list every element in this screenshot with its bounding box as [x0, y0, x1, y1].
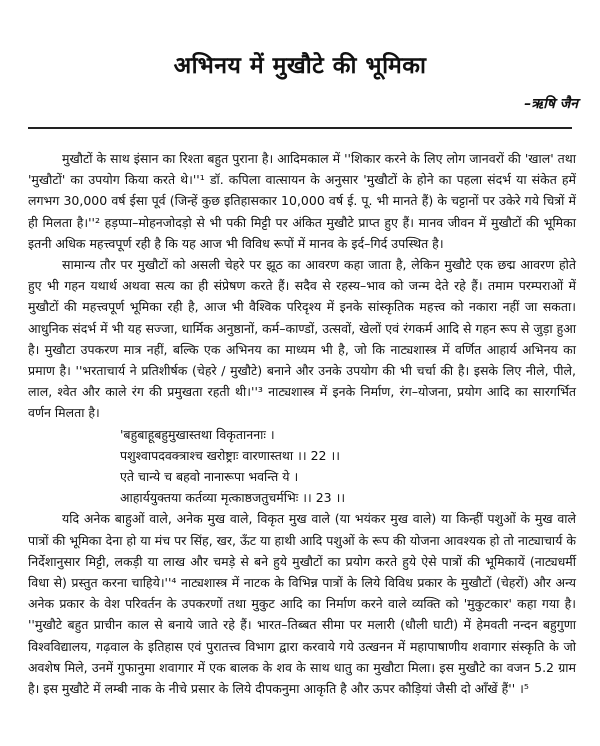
verse-line: पशुश्वापदवक्त्राश्च खरोष्ट्राः वारणास्तथा ।। 22 ।।: [120, 447, 340, 463]
title-divider: [28, 127, 572, 129]
paragraph-masks-role: सामान्य तौर पर मुखौटों को असली चेहरे पर झूठ का आवरण कहा जाता है, लेकिन मुखौटे एक छद्म आवरण होते हुए भी गहन यथार्थ अथवा सत्य का ही संप्रेषण करते हैं। सदैव से रहस्य–भाव को जन्म देते रहे हैं। तमाम परम्पराओं में मुखौटों की महत्त्वपूर्ण भूमिका रही है, आज भी वैश्विक परिदृश्य में इनके सांस्कृतिक महत्त्व को नकारा नहीं जा सकता। आधुनिक संदर्भ में भी यह सज्जा, धार्मिक अनुष्ठानों, कर्म–काण्डों, उत्सवों, खेलों एवं रंगकर्म आदि से गहन रूप से जुड़ा हुआ है। मुखौटा उपकरण मात्र नहीं, बल्कि एक अभिनय का माध्यम भी है, जो कि नाट्यशास्त्र में वर्णित आहार्य अभिनय का प्रमाण है। ''भरताचार्य ने प्रतिशीर्षक (चेहरे / मुखौटे) बनाने और उनके उपयोग की भी चर्चा की है। इसके लिए नीले, पीले, लाल, श्वेत और काले रंग की प्रमुखता रहती थी।''³ नाट्यशास्त्र में इनके निर्माण, रंग–योजना, प्रयोग आदि का सारगर्भित वर्णन मिलता है।: [28, 257, 576, 421]
sanskrit-verses: [28, 424, 576, 509]
paragraph-natyashastra: यदि अनेक बाहुओं वाले, अनेक मुख वाले, विकृत मुख वाले (या भयंकर मुख वाले) या किन्हीं पशुओं के मुख वाले पात्रों की भूमिका देना हो या मंच पर सिंह, खर, ऊँट या हाथी आदि पशुओं के रूप की योजना आवश्यक हो तो नाट्याचार्य के निर्देशानुसार मिट्टी, लकड़ी या लाख और चमड़े से बने हुये मुखौटों का प्रयोग करते हुये ऐसे पात्रों की भूमिकायें (नाट्यधर्मी विधा से) प्रस्तुत करना चाहिये।''⁴ नाट्यशास्त्र में नाटक के विभिन्न पात्रों के लिये विविध प्रकार के मुखौटों (चेहरों) और अन्य अनेक प्रकार के वेश परिवर्तन के उपकरणों तथा मुकुट आदि का निर्माण करने वाले व्यक्ति को 'मुकुटकार' कहा गया है। ''मुखौटे बहुत प्राचीन काल से बनाये जाते रहे हैं। भारत–तिब्बत सीमा पर मलारी (धौली घाटी) में हेमवती नन्दन बहुगुणा विश्वविद्यालय, गढ़वाल के इतिहास एवं पुरातत्त्व विभाग द्वारा करवाये गये उत्खनन में महापाषाणीय शवागार संस्कृति के जो अवशेष मिले, उनमें गुफानुमा शवागार में एक बालक के शव के साथ धातु का मुखौटा मिला। इस मुखौटे का वजन 5.2 ग्राम है। इस मुखौटे में लम्बी नाक के नीचे प्रसार के लिये दीपकनुमा आकृति है और ऊपर कौड़ियां जैसी दो आँखें हैं'' ।⁵: [28, 511, 576, 697]
verse-line: आहार्ययुक्तया कर्तव्या मृत्काष्ठजतुचर्मभिः ।। 23 ।।: [120, 490, 346, 506]
verse-line: एते चान्ये च बहवो नानारूपा भवन्ति ये ।: [120, 469, 299, 485]
author-name: –ऋषि जैन: [524, 96, 578, 112]
article-title: अभिनय में मुखौटे की भूमिका: [173, 53, 427, 79]
paragraph-intro: मुखौटों के साथ इंसान का रिश्ता बहुत पुराना है। आदिमकाल में ''शिकार करने के लिए लोग जानवरों की 'खाल' तथा 'मुखौटों' का उपयोग किया करते थे।''¹ डॉ. कपिला वात्सायन के अनुसार 'मुखौटों के होने का पहला संदर्भ या संकेत हमें लगभग 30,000 वर्ष ईसा पूर्व (जिन्हें कुछ इतिहासकार 10,000 वर्ष ई. पू. भी मानते हैं) के चट्टानों पर उकेरे गये चित्रों में ही मिलता है।''² हड़प्पा–मोहनजोदड़ो से भी पकी मिट्टी पर अंकित मुखौटे प्राप्त हुए हैं। मानव जीवन में मुखौटों की भूमिका इतनी अधिक महत्त्वपूर्ण रही है कि यह आज भी विविध रूपों में मानव के इर्द–गिर्द उपस्थित है।: [28, 151, 576, 251]
verse-line: 'बहुबाहूबहुमुखास्तथा विकृताननाः ।: [120, 426, 275, 442]
article-body: [28, 148, 576, 699]
